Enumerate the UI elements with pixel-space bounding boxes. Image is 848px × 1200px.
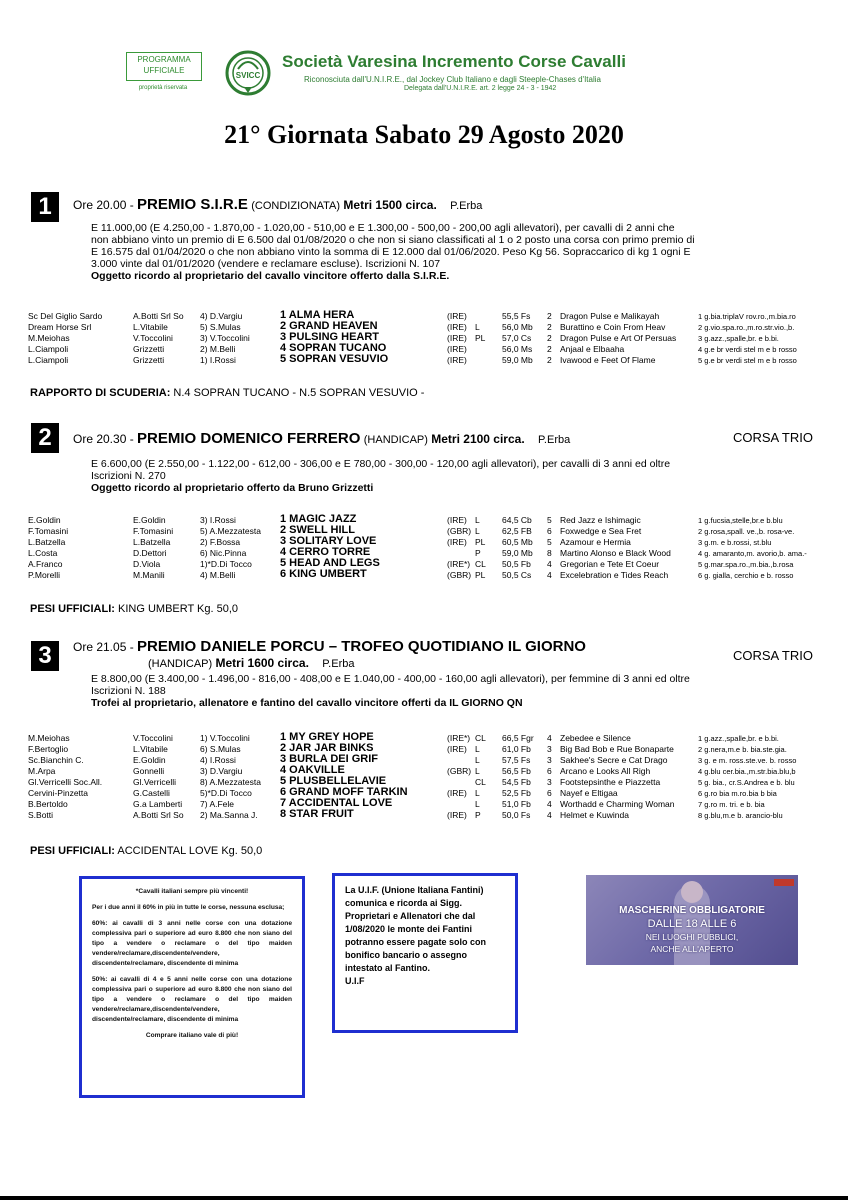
desc-line: E 11.000,00 (E 4.250,00 - 1.870,00 - 1.020,00 - 510,00 e E 1.300,00 - 500,00 - 200,00 agli allevatori), per cavalli di 2 anni che — [91, 222, 675, 234]
trainer: Grizzetti — [133, 344, 165, 354]
race-time: Ore 20.00 - — [73, 198, 134, 212]
age: 6 — [547, 766, 552, 776]
jockey: 5)*D.Di Tocco — [200, 788, 252, 798]
age: 5 — [547, 515, 552, 525]
logo-lettering: SVICC — [235, 71, 261, 80]
age: 2 — [547, 311, 552, 321]
horse-name: 3 PULSING HEART — [280, 331, 380, 343]
society-recognition: Riconosciuta dall'U.N.I.R.E., dal Jockey Club Italiano e dagli Steeple-Chases d'Italia — [304, 75, 601, 84]
silks: 2 g.nera,m.e b. bia.ste.gia. — [698, 745, 787, 754]
race-note — [30, 845, 262, 857]
race-starter: P.Erba — [450, 200, 483, 212]
note-text: N.4 SOPRAN TUCANO - N.5 SOPRAN VESUVIO - — [170, 387, 425, 399]
jockey: 4) D.Vargiu — [200, 311, 243, 321]
race-number: 1 — [31, 192, 59, 222]
age: 6 — [547, 788, 552, 798]
desc-line: non abbiano vinto un premio di E 6.500 dal 01/08/2020 o che non si siano classificati al 1 o 2 posto una corsa con primo premio di — [91, 234, 695, 246]
pedigree: Azamour e Hermia — [560, 537, 631, 547]
silks: 3 g. e m. ross.ste.ve. b. rosso — [698, 756, 797, 765]
pedigree: Big Bad Bob e Rue Bonaparte — [560, 744, 674, 754]
origin: (GBR) — [447, 766, 472, 776]
silks: 4 g.e br verdi stel m e b rosso — [698, 345, 797, 354]
race-name: PREMIO DOMENICO FERRERO — [137, 430, 361, 447]
weight: 57,5 Fs — [502, 755, 531, 765]
equipment-flag: L — [475, 766, 480, 776]
stamp-line1: PROGRAMMA — [137, 55, 191, 64]
age: 4 — [547, 799, 552, 809]
table-row — [0, 311, 848, 322]
table-row — [0, 355, 848, 366]
pedigree: Foxwedge e Sea Fret — [560, 526, 642, 536]
owner: Cervini-Pinzetta — [28, 788, 88, 798]
age: 5 — [547, 537, 552, 547]
equipment-flag: CL — [475, 777, 486, 787]
pedigree: Nayef e Eltigaa — [560, 788, 618, 798]
table-row — [0, 733, 848, 744]
weight: 55,5 Fs — [502, 311, 531, 321]
owner: F.Bertoglio — [28, 744, 69, 754]
trainer: Gonnelli — [133, 766, 165, 776]
owner: Sc.Bianchin C. — [28, 755, 84, 765]
page-title: 21° Giornata Sabato 29 Agosto 2020 — [224, 120, 624, 149]
silks: 1 g.bia.triplaV rov.ro.,m.bia.ro — [698, 312, 796, 321]
horse-name: 8 STAR FRUIT — [280, 808, 354, 820]
horse-name: 6 GRAND MOFF TARKIN — [280, 786, 408, 798]
origin: (GBR) — [447, 570, 472, 580]
jockey: 6) S.Mulas — [200, 744, 241, 754]
equipment-flag: L — [475, 322, 480, 332]
equipment-flag: PL — [475, 333, 486, 343]
owner: F.Tomasini — [28, 526, 69, 536]
pedigree: Footstepsinthe e Piazzetta — [560, 777, 661, 787]
race-header-line2 — [148, 656, 354, 670]
trainer: E.Goldin — [133, 515, 166, 525]
table-row — [0, 570, 848, 581]
desc-line: E 6.600,00 (E 2.550,00 - 1.122,00 - 612,00 - 306,00 e E 780,00 - 300,00 - 120,00 agli allevatori), per cavalli di 3 anni ed oltre — [91, 458, 671, 470]
silks: 2 g.rosa,spall. ve.,b. rosa-ve. — [698, 527, 795, 536]
desc-line: E 16.575 dal 01/04/2020 o che non abbiano vinto la somma di E 12.000 dal 01/06/2020. Peso Kg 56. Sopraccarico di kg 1 ogni E — [91, 246, 691, 258]
jockey: 4) M.Belli — [200, 570, 236, 580]
weight: 50,5 Fb — [502, 559, 531, 569]
equipment-flag: L — [475, 526, 480, 536]
table-row — [0, 799, 848, 810]
jockey: 5) S.Mulas — [200, 322, 241, 332]
desc-line: Iscrizioni N. 188 — [91, 685, 166, 697]
trainer: G.Castelli — [133, 788, 170, 798]
origin: (IRE) — [447, 333, 467, 343]
owner: L.Costa — [28, 548, 58, 558]
silks: 3 g.azz.,spalle,br. e b.bi. — [698, 334, 779, 343]
race-condition: (HANDICAP) — [148, 658, 213, 670]
origin: (IRE) — [447, 810, 467, 820]
pedigree: Zebedee e Silence — [560, 733, 631, 743]
society-delegation: Delegata dall'U.N.I.R.E. art. 2 legge 24 - 3 - 1942 — [404, 85, 557, 92]
race-trophy: Oggetto ricordo al proprietario del cavallo vincitore offerto dalla S.I.R.E. — [91, 270, 450, 282]
age: 2 — [547, 355, 552, 365]
society-logo-icon — [224, 49, 272, 97]
runners-table — [0, 311, 848, 366]
weight: 59,0 Mb — [502, 355, 533, 365]
silks: 1 g.azz.,spalle,br. e b.bi. — [698, 734, 779, 743]
runners-table — [0, 733, 848, 821]
silks: 6 g. gialla, cerchio e b. rosso — [698, 571, 794, 580]
race-starter: P.Erba — [538, 434, 571, 446]
owner: P.Morelli — [28, 570, 60, 580]
table-row — [0, 515, 848, 526]
runners-table — [0, 515, 848, 581]
jockey: 1)*D.Di Tocco — [200, 559, 252, 569]
trainer: V.Toccolini — [133, 333, 173, 343]
owner: Sc Del Giglio Sardo — [28, 311, 103, 321]
race-distance: Metri 2100 circa. — [431, 432, 525, 446]
jockey: 2) F.Bossa — [200, 537, 241, 547]
age: 3 — [547, 744, 552, 754]
official-program-stamp — [126, 52, 202, 81]
origin: (IRE*) — [447, 559, 471, 569]
banner-line4: ANCHE ALL'APERTO — [650, 944, 734, 954]
desc-line: E 8.800,00 (E 3.400,00 - 1.496,00 - 816,00 - 408,00 e E 1.040,00 - 400,00 - 160,00 agli allevatori), per femmine di 3 anni ed oltre — [91, 673, 690, 685]
stamp-subtitle: proprietà riservata — [138, 85, 188, 91]
weight: 54,5 Fb — [502, 777, 531, 787]
equipment-flag: CL — [475, 733, 486, 743]
pedigree: Ivawood e Feet Of Flame — [560, 355, 656, 365]
equipment-flag: P — [475, 810, 481, 820]
jockey: 3) I.Rossi — [200, 515, 236, 525]
age: 6 — [547, 526, 552, 536]
weight: 50,0 Fs — [502, 810, 531, 820]
person-head-icon — [681, 881, 703, 903]
race-header — [73, 196, 482, 213]
weight: 57,0 Cs — [502, 333, 532, 343]
weight: 66,5 Fgr — [502, 733, 534, 743]
jockey: 3) V.Toccolini — [200, 333, 250, 343]
table-row — [0, 548, 848, 559]
owner: B.Bertoldo — [28, 799, 68, 809]
banner-line2: DALLE 18 ALLE 6 — [647, 918, 737, 930]
horse-name: 7 ACCIDENTAL LOVE — [280, 797, 393, 809]
race-number: 3 — [31, 641, 59, 671]
horse-name: 1 ALMA HERA — [280, 309, 355, 321]
table-row — [0, 766, 848, 777]
pedigree: Sakhee's Secre e Cat Drago — [560, 755, 668, 765]
origin: (IRE) — [447, 788, 467, 798]
horse-name: 5 HEAD AND LEGS — [280, 557, 380, 569]
note-label: PESI UFFICIALI: — [30, 603, 115, 615]
equipment-flag: PL — [475, 537, 486, 547]
race-description — [91, 458, 751, 494]
equipment-flag: L — [475, 515, 480, 525]
notice-closing: Comprare italiano vale di più! — [145, 1032, 239, 1039]
uif-text: La U.I.F. (Unione Italiana Fantini) comunica e ricorda ai Sigg. Proprietari e Allenatori che dal 1/08/2020 le monte dei Fantini potranno essere pagate solo con bonifico bancario o assegno intestato al Fantino. — [345, 885, 487, 973]
table-row — [0, 755, 848, 766]
age: 2 — [547, 344, 552, 354]
jockey: 5) A.Mezzatesta — [200, 526, 261, 536]
banner-line1: MASCHERINE OBBLIGATORIE — [619, 905, 765, 916]
weight: 61,0 Fb — [502, 744, 531, 754]
uif-signature: U.I.F — [345, 976, 365, 986]
pedigree: Gregorian e Tete Et Coeur — [560, 559, 660, 569]
origin: (IRE) — [447, 537, 467, 547]
owner: M.Arpa — [28, 766, 56, 776]
silks: 1 g.fucsia,stelle,br.e b.blu — [698, 516, 783, 525]
stamp-line2: UFFICIALE — [143, 66, 185, 75]
notice-paragraph: Per i due anni il 60% in più in tutte le corse, nessuna esclusa; — [92, 904, 285, 911]
pedigree: Excelebration e Tides Reach — [560, 570, 669, 580]
silks: 5 g.mar.spa.ro.,m.bia.,b.rosa — [698, 560, 794, 569]
origin: (IRE) — [447, 744, 467, 754]
origin: (IRE) — [447, 344, 467, 354]
jockey: 1) I.Rossi — [200, 355, 236, 365]
jockey: 4) I.Rossi — [200, 755, 236, 765]
race-time: Ore 20.30 - — [73, 432, 134, 446]
trainer: L.Vitabile — [133, 322, 168, 332]
weight: 52,5 Fb — [502, 788, 531, 798]
note-label: RAPPORTO DI SCUDERIA: — [30, 387, 171, 399]
mask-mandatory-banner — [586, 875, 798, 965]
silks: 7 g.ro m. tri. e b. bia — [698, 800, 765, 809]
weight: 62,5 FB — [502, 526, 532, 536]
trainer: D.Dettori — [133, 548, 167, 558]
origin: (IRE) — [447, 322, 467, 332]
silks: 2 g.vio.spa.ro.,m.ro.str.vio.,b. — [698, 323, 795, 332]
trainer: V.Toccolini — [133, 733, 173, 743]
owner: L.Ciampoli — [28, 355, 69, 365]
trainer: L.Batzella — [133, 537, 171, 547]
weight: 56,0 Ms — [502, 344, 533, 354]
pedigree: Martino Alonso e Black Wood — [560, 548, 671, 558]
page-bottom-rule — [0, 1196, 848, 1200]
italian-horses-notice — [79, 876, 305, 1098]
table-row — [0, 788, 848, 799]
pedigree: Helmet e Kuwinda — [560, 810, 629, 820]
race-header — [73, 430, 570, 447]
horse-name: 1 MAGIC JAZZ — [280, 513, 357, 525]
society-name: Società Varesina Incremento Corse Cavalli — [282, 52, 626, 71]
race-time: Ore 21.05 - — [73, 640, 134, 654]
trainer: M.Manili — [133, 570, 165, 580]
horse-name: 6 KING UMBERT — [280, 568, 367, 580]
age: 8 — [547, 548, 552, 558]
corsa-trio-label: CORSA TRIO — [733, 648, 813, 663]
jockey: 7) A.Fele — [200, 799, 235, 809]
race-number: 2 — [31, 423, 59, 453]
age: 2 — [547, 333, 552, 343]
age: 4 — [547, 733, 552, 743]
horse-name: 5 SOPRAN VESUVIO — [280, 353, 389, 365]
trainer: D.Viola — [133, 559, 161, 569]
owner: A.Franco — [28, 559, 63, 569]
race-note — [30, 603, 238, 615]
trainer: E.Goldin — [133, 755, 166, 765]
table-row — [0, 344, 848, 355]
logo-tag-icon — [774, 879, 794, 886]
race-header — [73, 638, 586, 655]
owner: L.Ciampoli — [28, 344, 69, 354]
pedigree: Worthadd e Charming Woman — [560, 799, 675, 809]
silks: 3 g.m. e b.rossi, st.blu — [698, 538, 772, 547]
silks: 8 g.blu,m.e b. arancio-blu — [698, 811, 783, 820]
silks: 5 g.e br verdi stel m e b rosso — [698, 356, 797, 365]
pedigree: Dragon Pulse e Art Of Persuas — [560, 333, 677, 343]
horse-name: 1 MY GREY HOPE — [280, 731, 374, 743]
pedigree: Burattino e Coin From Heav — [560, 322, 666, 332]
race-trophy: Trofei al proprietario, allenatore e fantino del cavallo vincitore offerti da IL GIORNO QN — [91, 697, 523, 709]
notice-paragraph: 50%: ai cavalli di 4 e 5 anni nelle corse con una dotazione complessiva pari o superiore ad euro 8.800 che non siano del tipo a vendere o reclamare o del tipo maiden vendere/reclamare,discendente/vendere, discendente/reclamare, discendente di minima — [92, 976, 292, 1023]
origin: (GBR) — [447, 526, 472, 536]
trainer: G.a Lamberti — [133, 799, 183, 809]
age: 3 — [547, 777, 552, 787]
trainer: A.Botti Srl So — [133, 311, 184, 321]
desc-line: Iscrizioni N. 270 — [91, 470, 166, 482]
table-row — [0, 777, 848, 788]
silks: 4 g.blu cer.bia.,m.str.bia.blu,b — [698, 767, 796, 776]
table-row — [0, 810, 848, 821]
note-label: PESI UFFICIALI: — [30, 845, 115, 857]
silks: 6 g.ro bia m.ro.bia b bia — [698, 789, 777, 798]
jockey: 3) D.Vargiu — [200, 766, 243, 776]
equipment-flag: PL — [475, 570, 486, 580]
table-row — [0, 559, 848, 570]
origin: (IRE) — [447, 355, 467, 365]
race-condition: (CONDIZIONATA) — [251, 200, 341, 212]
owner: E.Goldin — [28, 515, 61, 525]
owner: M.Meiohas — [28, 333, 70, 343]
owner: S.Botti — [28, 810, 54, 820]
horse-name: 2 SWELL HILL — [280, 524, 355, 536]
horse-name: 3 BURLA DEI GRIF — [280, 753, 378, 765]
silks: 5 g. bia., cr.S.Andrea e b. blu — [698, 778, 795, 787]
race-description — [91, 222, 751, 282]
pedigree: Anjaal e Elbaaha — [560, 344, 625, 354]
race-trophy: Oggetto ricordo al proprietario offerto da Bruno Grizzetti — [91, 482, 374, 494]
weight: 59,0 Mb — [502, 548, 533, 558]
weight: 64,5 Cb — [502, 515, 532, 525]
jockey: 1) V.Toccolini — [200, 733, 250, 743]
banner-line3: NEI LUOGHI PUBBLICI, — [645, 932, 739, 942]
horse-name: 4 OAKVILLE — [280, 764, 345, 776]
race-description — [91, 673, 751, 709]
age: 4 — [547, 810, 552, 820]
trainer: L.Vitabile — [133, 744, 168, 754]
weight: 56,0 Mb — [502, 322, 533, 332]
silks: 4 g. amaranto,m. avorio,b. ama.- — [698, 549, 807, 558]
jockey: 8) A.Mezzatesta — [200, 777, 261, 787]
race-starter: P.Erba — [322, 658, 355, 670]
jockey: 6) Nic.Pinna — [200, 548, 247, 558]
uif-notice — [332, 873, 518, 1033]
owner: M.Meiohas — [28, 733, 70, 743]
owner: Dream Horse Srl — [28, 322, 92, 332]
table-row — [0, 333, 848, 344]
equipment-flag: CL — [475, 559, 486, 569]
weight: 56,5 Fb — [502, 766, 531, 776]
weight: 60,5 Mb — [502, 537, 533, 547]
race-distance: Metri 1500 circa. — [343, 198, 437, 212]
table-row — [0, 526, 848, 537]
horse-name: 2 JAR JAR BINKS — [280, 742, 374, 754]
trainer: A.Botti Srl So — [133, 810, 184, 820]
horse-name: 2 GRAND HEAVEN — [280, 320, 378, 332]
desc-line: 3.000 vinte dal 01/01/2020 (vendere e reclamare escluse). Iscrizioni N. 107 — [91, 258, 441, 270]
race-note — [30, 387, 424, 399]
notice-paragraph: 60%: ai cavalli di 3 anni nelle corse con una dotazione complessiva pari o superiore ad euro 8.800 che non siano del tipo a vendere o reclamare o del tipo maiden vendere/reclamare,discendente/vendere, discendente/reclamare, discendente di minima — [92, 920, 292, 967]
age: 3 — [547, 755, 552, 765]
pedigree: Red Jazz e Ishimagic — [560, 515, 641, 525]
origin: (IRE) — [447, 311, 467, 321]
owner: L.Batzella — [28, 537, 66, 547]
pedigree: Arcano e Looks All Righ — [560, 766, 651, 776]
horse-name: 4 SOPRAN TUCANO — [280, 342, 387, 354]
age: 2 — [547, 322, 552, 332]
equipment-flag: L — [475, 788, 480, 798]
race-distance: Metri 1600 circa. — [215, 656, 309, 670]
equipment-flag: L — [475, 755, 480, 765]
trainer: F.Tomasini — [133, 526, 174, 536]
age: 4 — [547, 570, 552, 580]
weight: 51,0 Fb — [502, 799, 531, 809]
pedigree: Dragon Pulse e Malikayah — [560, 311, 660, 321]
owner: Gl.Verricelli Soc.All. — [28, 777, 103, 787]
trainer: Grizzetti — [133, 355, 165, 365]
race-name: PREMIO S.I.R.E — [137, 196, 248, 213]
notice-title: *Cavalli italiani sempre più vincenti! — [135, 888, 249, 895]
race-condition: (HANDICAP) — [363, 434, 428, 446]
origin: (IRE*) — [447, 733, 471, 743]
trainer: Gl.Verricelli — [133, 777, 176, 787]
jockey: 2) M.Belli — [200, 344, 236, 354]
jockey: 2) Ma.Sanna J. — [200, 810, 258, 820]
horse-name: 5 PLUSBELLELAVIE — [280, 775, 387, 787]
horse-name: 3 SOLITARY LOVE — [280, 535, 377, 547]
equipment-flag: L — [475, 799, 480, 809]
origin: (IRE) — [447, 515, 467, 525]
equipment-flag: L — [475, 744, 480, 754]
age: 4 — [547, 559, 552, 569]
horse-name: 4 CERRO TORRE — [280, 546, 371, 558]
equipment-flag: P — [475, 548, 481, 558]
note-text: ACCIDENTAL LOVE Kg. 50,0 — [114, 845, 263, 857]
weight: 50,5 Cs — [502, 570, 532, 580]
table-row — [0, 537, 848, 548]
race-name: PREMIO DANIELE PORCU – TROFEO QUOTIDIANO IL GIORNO — [137, 638, 586, 655]
note-text: KING UMBERT Kg. 50,0 — [114, 603, 239, 615]
table-row — [0, 322, 848, 333]
table-row — [0, 744, 848, 755]
corsa-trio-label: CORSA TRIO — [733, 430, 813, 445]
